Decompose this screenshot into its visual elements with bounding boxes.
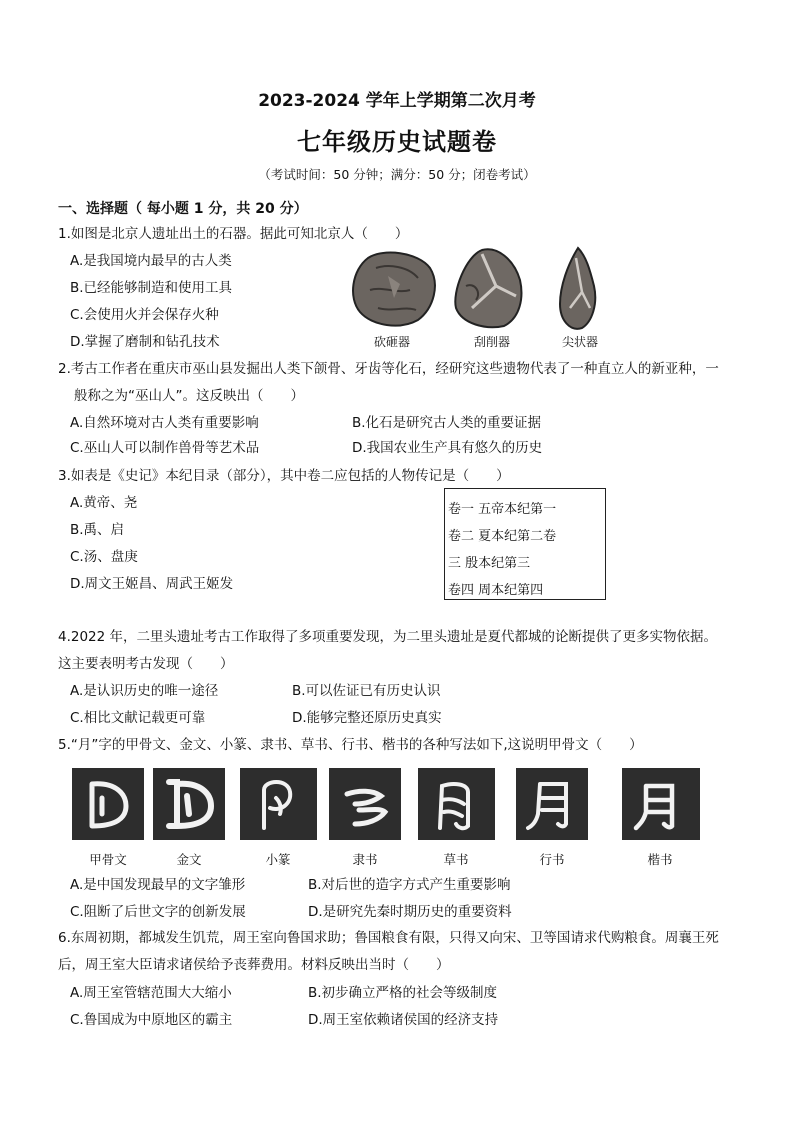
point-tool-image (556, 246, 600, 336)
exam-info: （考试时间：50 分钟；满分：50 分；闭卷考试） (258, 167, 536, 182)
shiji-table-row: 卷一 五帝本纪第一 (448, 502, 557, 517)
script-label: 楷书 (647, 852, 673, 867)
script-label: 甲骨文 (89, 852, 127, 867)
bronze-script-glyph (153, 768, 225, 840)
q1-option-b: B.已经能够制造和使用工具 (70, 280, 233, 296)
q3-option-d: D.周文王姬昌、周武王姬发 (70, 576, 234, 592)
q3-option-c: C.汤、盘庚 (70, 549, 138, 565)
q2-option-b: B.化石是研究古人类的重要证据 (352, 415, 542, 431)
scraper-image (452, 246, 526, 334)
question-4-stem-line2: 这主要表明考古发现（ ） (58, 656, 234, 672)
q5-option-a: A.是中国发现最早的文字雏形 (70, 877, 246, 893)
oracle-bone-script-glyph (72, 768, 144, 840)
q6-option-c: C.鲁国成为中原地区的霸主 (70, 1012, 233, 1028)
paper-title: 七年级历史试题卷 (297, 128, 497, 156)
question-3-stem: 3.如表是《史记》本纪目录（部分），其中卷二应包括的人物传记是（ ） (58, 468, 510, 484)
exam-title: 2023-2024 学年上学期第二次月考 (258, 91, 536, 111)
question-1-stem: 1.如图是北京人遗址出土的石器。据此可知北京人（ ） (58, 226, 409, 242)
question-6-stem-line2: 后，周王室大臣请求诸侯给予丧葬费用。材料反映出当时（ ） (58, 957, 450, 973)
q2-option-a: A.自然环境对古人类有重要影响 (70, 415, 259, 431)
script-label: 小篆 (265, 852, 291, 867)
q1-option-d: D.掌握了磨制和钻孔技术 (70, 334, 220, 350)
q5-option-b: B.对后世的造字方式产生重要影响 (308, 877, 511, 893)
script-label: 隶书 (352, 852, 378, 867)
q6-option-d: D.周王室依赖诸侯国的经济支持 (308, 1012, 499, 1028)
running-script-glyph (516, 768, 588, 840)
scraper-label: 刮削器 (473, 335, 510, 349)
q3-option-b: B.禹、启 (70, 522, 125, 538)
q2-option-d: D.我国农业生产具有悠久的历史 (352, 440, 543, 456)
script-label: 金文 (176, 852, 202, 867)
q5-option-d: D.是研究先秦时期历史的重要资料 (308, 904, 512, 920)
q4-option-d: D.能够完整还原历史真实 (292, 710, 442, 726)
cursive-script-glyph (418, 768, 495, 840)
small-seal-script-glyph (240, 768, 317, 840)
point-tool-label: 尖状器 (561, 335, 598, 349)
shiji-table (444, 488, 606, 600)
question-2-stem-line2: 般称之为“巫山人”。这反映出（ ） (74, 388, 304, 404)
regular-script-glyph (622, 768, 700, 840)
q2-option-c: C.巫山人可以制作兽骨等艺术品 (70, 440, 260, 456)
shiji-table-row: 卷二 夏本纪第二卷 (448, 529, 557, 544)
q5-option-c: C.阻断了后世文字的创新发展 (70, 904, 246, 920)
q4-option-c: C.相比文献记载更可靠 (70, 710, 206, 726)
question-5-stem: 5.“月”字的甲骨文、金文、小篆、隶书、草书、行书、楷书的各种写法如下,这说明甲骨文（ ） (58, 737, 643, 753)
question-6-stem-line1: 6.东周初期，都城发生饥荒，周王室向鲁国求助；鲁国粮食有限，只得又向宋、卫等国请求代购粮食。周襄王死 (58, 930, 719, 946)
section-heading: 一、选择题（ 每小题 1 分，共 20 分） (58, 201, 308, 217)
script-label: 行书 (539, 852, 565, 867)
clerical-script-glyph (329, 768, 401, 840)
shiji-table-row: 三 殷本纪第三 (448, 556, 531, 571)
q3-option-a: A.黄帝、尧 (70, 495, 138, 511)
q6-option-b: B.初步确立严格的社会等级制度 (308, 985, 498, 1001)
q4-option-a: A.是认识历史的唯一途径 (70, 683, 219, 699)
chopper-image (348, 250, 438, 332)
chopper-label: 砍砸器 (373, 335, 410, 349)
script-label: 草书 (443, 852, 469, 867)
shiji-table-row: 卷四 周本纪第四 (448, 583, 544, 598)
q4-option-b: B.可以佐证已有历史认识 (292, 683, 441, 699)
q1-option-c: C.会使用火并会保存火种 (70, 307, 219, 323)
q1-option-a: A.是我国境内最早的古人类 (70, 253, 232, 269)
q6-option-a: A.周王室管辖范围大大缩小 (70, 985, 232, 1001)
question-2-stem-line1: 2.考古工作者在重庆市巫山县发掘出人类下颌骨、牙齿等化石，经研究这些遗物代表了一种直立人的新亚种，一 (58, 361, 719, 377)
question-4-stem-line1: 4.2022 年，二里头遗址考古工作取得了多项重要发现，为二里头遗址是夏代都城的论断提供了更多实物依据。 (58, 629, 718, 645)
